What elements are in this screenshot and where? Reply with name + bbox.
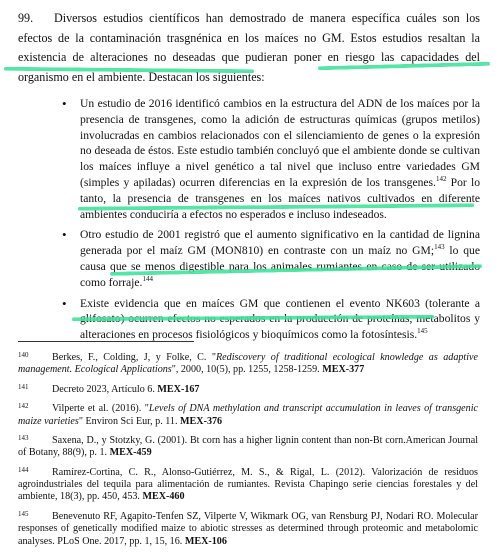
exhibit-ref: MEX-167 [157,383,200,395]
footnote-number: 143 [18,434,29,443]
footnote-title: Rediscovery of traditional ecological knowledge as adaptive management. Ecological Applications [18,352,478,376]
bullet-text-tail: lo que causa que se menos digestible para los animales rumiantes en caso de ser utilizado como forraje. [80,244,481,289]
footnote [18,349,478,377]
bullet-text: Un estudio de 2016 identificó cambios en la estructura del ADN de los maíces por la presencia de transgenes, como la adición de estructuras químicas (grupos metilos) involucradas en cambios relacionados con el silenciamiento de genes o la expresión no deseada de éstos. Este estudio también concluyó que el ambiente donde se cultivan los maíces influye a nivel genético a tal nivel que incluso entre variedades GM (simples y apiladas) ocurren diferencias en la expresión de los transgenes. [80,97,480,189]
footnote-text: Saxena, D., y Stotzky, G. (2001). Bt corn has a higher lignin content than non-Bt corn.American Journal of Botany, 88(9), p. 1. [18,435,478,459]
footnote-number: 142 [18,402,29,411]
footnote-number: 141 [18,382,29,391]
footnotes [18,349,478,552]
footnote-number: 140 [18,351,29,359]
footnote-ref: 142 [435,174,447,183]
footnote [18,381,478,396]
exhibit-ref: MEX-377 [322,364,365,376]
footnote-text: Vilperte et al. (2016). " [52,403,149,415]
footnote-title: Levels of DNA methylation and transcript accumulation in leaves of transgenic maize varieties [18,403,478,427]
paragraph-99 [18,9,480,87]
exhibit-ref: MEX-460 [142,491,185,503]
footnote-ref: 143 [434,243,445,252]
bullet-list [60,96,480,348]
exhibit-ref: MEX-106 [184,535,227,547]
footnote-text: Berkes, F., Colding, J, y Folke, C. " [52,352,216,363]
bullet-text: Otro estudio de 2001 registró que el aumento significativo en la cantidad de lignina generada por el maíz GM (MON810) en contraste con un maíz no GM; [80,228,480,258]
footnote-text-tail: ", 2000, 10(5), pp. 1255, 1258-1259. [171,364,323,376]
footnote-text: Ramírez-Cortina, C. R., Alonso-Gutiérrez, M. S., & Rigal, L. (2012). Valorización de residuos agroindustriales del tequila para alimentación de rumiantes. Revista Chapingo serie ciencias forestales y del ambiente, 18(3), pp. 450, 453. [18,466,478,503]
footnote-text-tail: " Environ Sci Eur, p. 11. [78,415,181,427]
footnote-ref: 144 [142,274,153,283]
footnote [18,464,478,504]
footnote-number: 144 [18,465,29,474]
footnote-number: 145 [18,509,29,518]
paragraph-text: Diversos estudios científicos han demostrado de manera específica cuáles son los efectos de la contaminación trasgnénica en los maíces no GM. Estos estudios resaltan la existencia de alteraciones no deseadas que pudieran poner en riesgo las capacidades del organismo en el ambiente. Destacan los siguientes: [18,11,480,84]
bullet-text: Existe evidencia que en maíces GM que contienen el evento NK603 (tolerante a glifosato) ocurren efectos no esperados en la producción de proteínas, metabolitos y alteraciones en procesos fisiológicos y bioquímicos como la fotosíntesis. [80,296,480,342]
footnote-separator [18,341,194,342]
footnote [18,400,478,428]
footnote [18,508,478,548]
paragraph-number: 99. [18,11,34,25]
footnote-text: Decreto 2023, Artículo 6. [52,383,158,395]
footnote [18,432,478,460]
bullet-item [60,227,480,290]
exhibit-ref: MEX-376 [180,415,223,427]
footnote-ref: 145 [417,327,428,336]
bullet-text-tail: Por lo tanto, la presencia de transgenes en los maíces nativos cultivados en diferente ambientes conduciría a efectos no esperados e incluso indeseados. [80,175,481,221]
footnote-text: Benevenuto RF, Agapito-Tenfen SZ, Vilperte V, Wikmark OG, van Rensburg PJ, Nodari RO. Molecular responses of genetically modified maize to abiotic stresses as determined through proteomic and metabolomic analyses. PLoS One. 2017, pp. 1, 15, 16. [18,510,478,547]
exhibit-ref: MEX-459 [109,447,152,459]
